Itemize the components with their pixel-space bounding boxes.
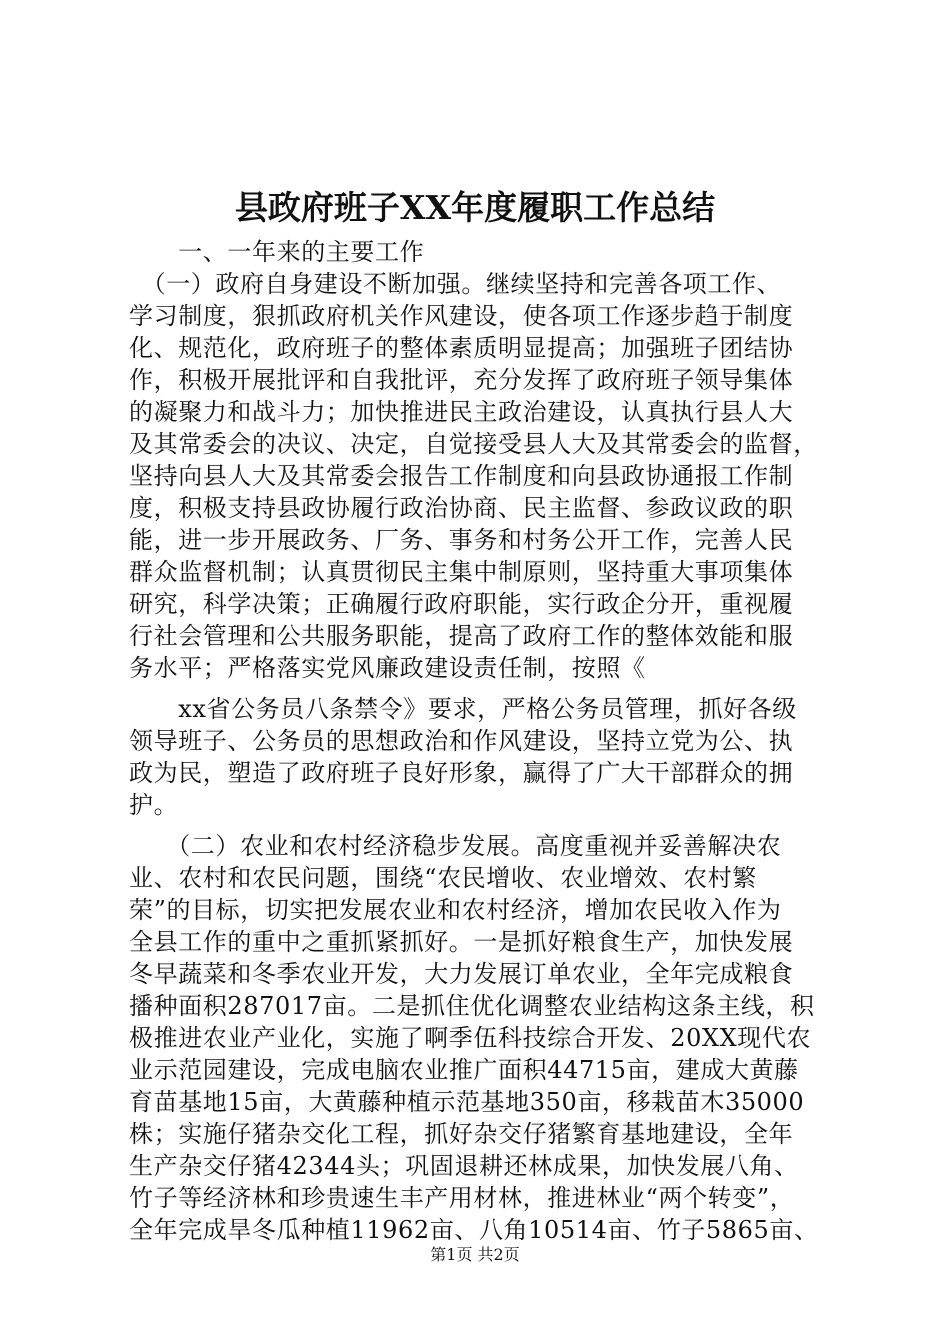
body-line: 能，进一步开展政务、厂务、事务和村务公开工作，完善人民 <box>129 526 794 554</box>
body-line: 竹子等经济林和珍贵速生丰产用材林，推进林业“两个转变”， <box>129 1184 795 1212</box>
body-line: 育苗基地15亩，大黄藤种植示范基地350亩，移栽苗木35000 <box>129 1088 805 1116</box>
document-body <box>129 236 839 1246</box>
body-line: 护。 <box>129 791 179 819</box>
body-line: 学习制度，狠抓政府机关作风建设，使各项工作逐步趋于制度 <box>129 302 794 330</box>
body-line: 全年完成旱冬瓜种植11962亩、八角10514亩、竹子5865亩、 <box>129 1216 819 1244</box>
body-line: 坚持向县人大及其常委会报告工作制度和向县政协通报工作制 <box>129 462 794 490</box>
body-line: 化、规范化，政府班子的整体素质明显提高；加强班子团结协 <box>129 334 794 362</box>
body-line: 度，积极支持县政协履行政治协商、民主监督、参政议政的职 <box>129 494 794 522</box>
body-line: 极推进农业产业化，实施了啊季伍科技综合开发、20XX现代农 <box>129 1024 812 1052</box>
body-line: 行社会管理和公共服务职能，提高了政府工作的整体效能和服 <box>129 622 794 650</box>
body-line: 务水平；严格落实党风廉政建设责任制，按照《 <box>129 654 646 682</box>
document-title: 县政府班子XX年度履职工作总结 <box>234 188 716 227</box>
body-line: 生产杂交仔猪42344头；巩固退耕还林成果，加快发展八角、 <box>129 1152 799 1180</box>
body-line: 全县工作的重中之重抓紧抓好。一是抓好粮食生产，加快发展 <box>129 928 794 956</box>
body-line: 的凝聚力和战斗力；加快推进民主政治建设，认真执行县人大 <box>129 398 794 426</box>
body-line: 业、农村和农民问题，围绕“农民增收、农业增效、农村繁 <box>129 864 757 892</box>
body-line: xx省公务员八条禁令》要求，严格公务员管理，抓好各级 <box>129 695 797 723</box>
body-line: （二）农业和农村经济稳步发展。高度重视并妥善解决农 <box>129 832 782 860</box>
body-line: 群众监督机制；认真贯彻民主集中制原则，坚持重大事项集体 <box>129 558 794 586</box>
body-line: 业示范园建设，完成电脑农业推广面积44715亩，建成大黄藤 <box>129 1056 799 1084</box>
body-line: 作，积极开展批评和自我批评，充分发挥了政府班子领导集体 <box>129 366 794 394</box>
paragraph-gap <box>129 821 839 830</box>
section-heading: 一、一年来的主要工作 <box>129 238 425 266</box>
body-line: 株；实施仔猪杂交化工程，抓好杂交仔猪繁育基地建设，全年 <box>129 1120 794 1148</box>
body-line: 及其常委会的决议、决定，自觉接受县人大及其常委会的监督， <box>129 430 818 458</box>
body-line: 政为民，塑造了政府班子良好形象，赢得了广大干部群众的拥 <box>129 759 794 787</box>
body-line: 播种面积287017亩。二是抓住优化调整农业结构这条主线，积 <box>129 992 815 1020</box>
body-line: 荣”的目标，切实把发展农业和农村经济，增加农民收入作为 <box>129 896 782 924</box>
body-line: 冬早蔬菜和冬季农业开发，大力发展订单农业，全年完成粮食 <box>129 960 794 988</box>
body-line: （一）政府自身建设不断加强。继续坚持和完善各项工作、 <box>129 270 782 298</box>
page-number-footer: 第1页 共2页 <box>430 1245 520 1264</box>
body-line: 领导班子、公务员的思想政治和作风建设，坚持立党为公、执 <box>129 727 794 755</box>
body-line: 研究，科学决策；正确履行政府职能，实行政企分开，重视履 <box>129 590 794 618</box>
paragraph-gap <box>129 684 839 693</box>
